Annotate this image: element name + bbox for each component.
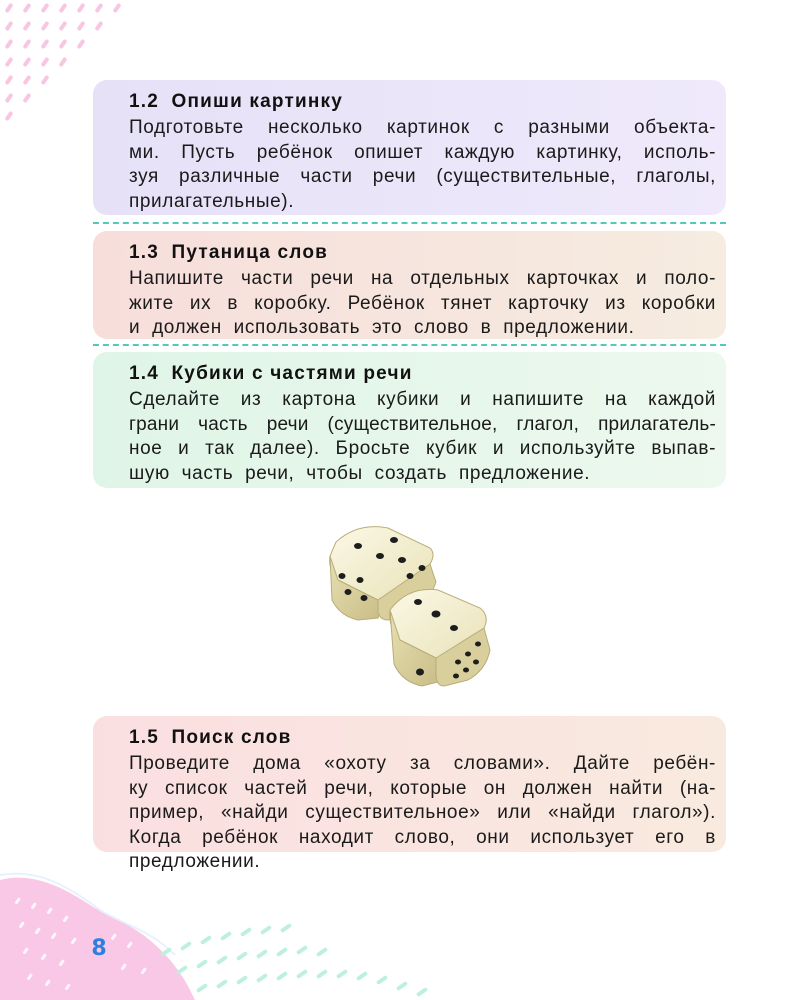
die-front — [390, 589, 490, 686]
section-title — [129, 362, 716, 386]
body-line: пример, «найди существительное» или «найди глагол»). — [129, 802, 716, 823]
section-card-1-3 — [93, 231, 726, 339]
section-card-1-4 — [93, 352, 726, 488]
dice-icon — [318, 520, 498, 695]
section-card-1-5 — [93, 716, 726, 872]
section-card-1-2 — [93, 80, 726, 215]
body-line: предложении. — [129, 851, 261, 872]
section-title — [129, 90, 716, 114]
section-separator — [93, 222, 726, 224]
section-title-text: Путаница слов — [171, 242, 329, 263]
section-title-text: Кубики с частями речи — [171, 363, 413, 384]
body-line: жите их в коробку. Ребёнок тянет карточку из коробки — [129, 292, 716, 314]
body-line: шую часть речи, чтобы создать предложение. — [129, 462, 591, 484]
section-number: 1.4 — [129, 363, 160, 384]
body-line: Напишите части речи на отдельных карточках и поло- — [129, 268, 716, 289]
body-line: и должен использовать это слово в предложении. — [129, 317, 635, 338]
section-number: 1.5 — [129, 727, 160, 748]
section-body — [103, 752, 716, 875]
section-title-text: Поиск слов — [171, 727, 292, 748]
body-line: грани часть речи (существительное, глагол, прилагатель- — [129, 413, 716, 435]
body-line: Проведите дома «охоту за словами». Дайте ребён- — [129, 753, 716, 774]
body-line: ми. Пусть ребёнок опишет каждую картинку, исполь- — [129, 141, 716, 163]
section-title-text: Опиши картинку — [171, 91, 343, 112]
section-body — [103, 116, 716, 214]
page-number: 8 — [91, 936, 107, 961]
body-line: прилагательные). — [129, 190, 295, 212]
body-line: зуя различные части речи (существительные, глаголы, — [129, 166, 716, 187]
section-title — [129, 726, 716, 750]
section-body — [103, 267, 716, 341]
section-title — [129, 241, 716, 265]
section-body — [103, 388, 716, 486]
body-line: Сделайте из картона кубики и напишите на каждой — [129, 389, 716, 410]
section-separator — [93, 344, 726, 346]
section-number: 1.2 — [129, 91, 160, 112]
body-line: ку список частей речи, которые он должен найти (на- — [129, 777, 716, 799]
body-line: ное и так далее). Бросьте кубик и используйте выпав- — [129, 438, 716, 459]
body-line: Когда ребёнок находит слово, они использует его в — [129, 826, 716, 848]
section-number: 1.3 — [129, 242, 160, 263]
body-line: Подготовьте несколько картинок с разными объекта- — [129, 117, 716, 138]
